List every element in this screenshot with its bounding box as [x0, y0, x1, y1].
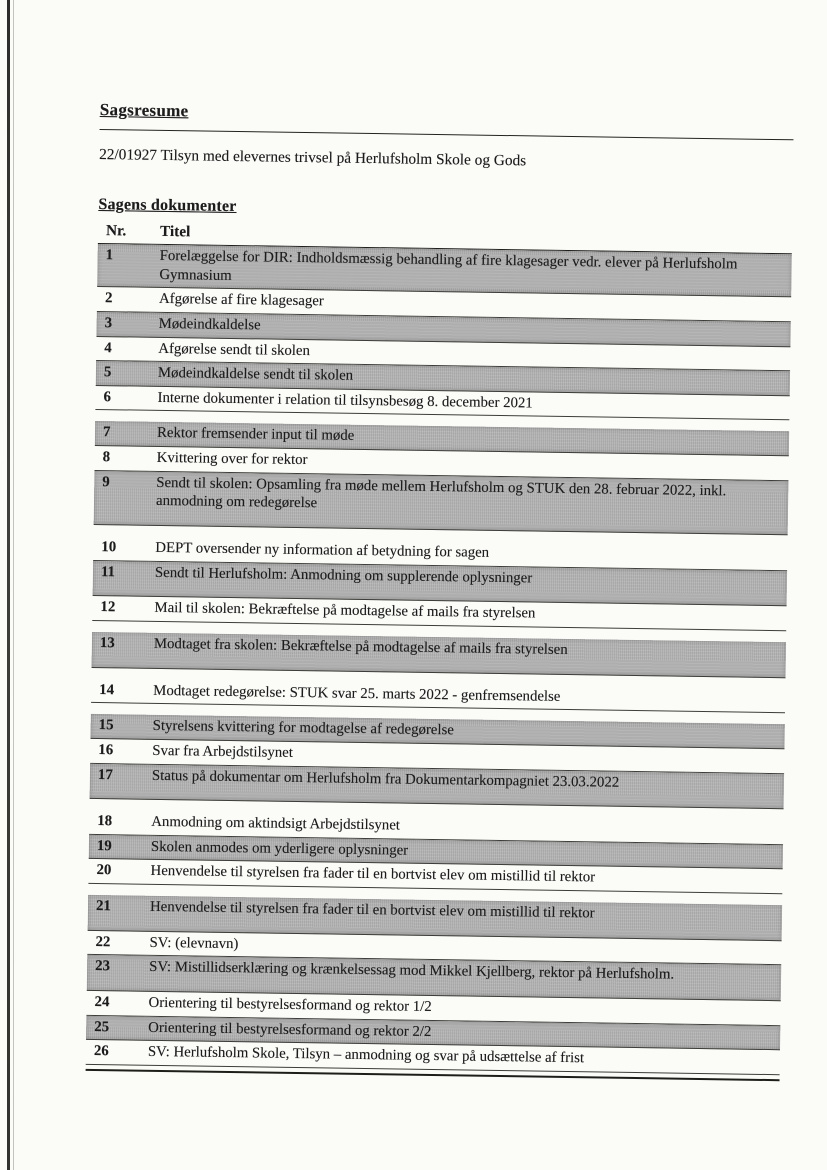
section-title: Sagens dokumenter	[98, 195, 237, 216]
row-title: Sendt til Herlufsholm: Anmodning om supplerende oplysninger	[154, 564, 533, 587]
row-number: 17	[97, 766, 113, 783]
row-number: 10	[101, 539, 117, 556]
row-title: Mail til skolen: Bekræftelse på modtagelse af mails fra styrelsen	[154, 600, 536, 622]
row-number: 16	[98, 741, 114, 759]
row-title: Sendt til skolen: Opsamling fra møde mellem Herlufsholm og STUK den 28. februar 2022, inkl. anmodning om redegørelse	[155, 474, 727, 512]
row-title: Henvendelse til styrelsen fra fader til en bortvist elev om mistillid til rektor	[150, 863, 596, 886]
case-reference: 22/01927 Tilsyn med elevernes trivsel på Herlufsholm Skole og Gods	[99, 145, 527, 170]
row-number: 3	[104, 315, 113, 332]
row-title: Status på dokumentar om Herlufsholm fra Dokumentarkompagniet 23.03.2022	[151, 767, 620, 791]
scan-edge-artifact	[7, 0, 10, 1170]
row-number: 12	[100, 599, 116, 616]
row-number: 15	[98, 717, 114, 734]
row-number: 20	[96, 862, 112, 879]
document-title: Sagsresume	[99, 100, 189, 121]
row-title: Modtaget fra skolen: Bekræftelse på modtagelse af mails fra styrelsen	[153, 635, 568, 658]
row-title: Modtaget redegørelse: STUK svar 25. marts 2022 - genfremsendelse	[153, 682, 561, 705]
row-title: Orientering til bestyrelsesformand og rektor 2/2	[148, 1019, 432, 1040]
row-title: Henvendelse til styrelsen fra fader til en bortvist elev om mistillid til rektor	[149, 898, 595, 922]
documents-table	[86, 221, 793, 1081]
table-body	[86, 244, 792, 1075]
row-title: Anmodning om aktindsigt Arbejdstilsynet	[151, 814, 401, 834]
row-number: 24	[94, 994, 110, 1011]
row-title: Forelæggelse for DIR: Indholdsmæssig behandling af fire klagesager vedr. elever på Herlufsholm Gymnasium	[159, 247, 738, 284]
row-title: Skolen anmodes om yderligere oplysninger	[150, 838, 409, 859]
row-title: Orientering til bestyrelsesformand og rektor 1/2	[148, 994, 432, 1016]
row-title: SV: (elevnavn)	[149, 934, 239, 952]
row-title: Svar fra Arbejdstilsynet	[152, 742, 294, 761]
horizontal-rule	[100, 129, 794, 140]
row-title: SV: Herlufsholm Skole, Tilsyn – anmodning og svar på udsættelse af frist	[147, 1044, 585, 1067]
row-number: 5	[103, 364, 112, 381]
row-title: Afgørelse af fire klagesager	[158, 291, 324, 310]
row-title: Kvittering over for rektor	[156, 450, 308, 469]
row-number: 14	[99, 681, 115, 698]
row-number: 7	[102, 424, 111, 441]
row-number: 23	[95, 958, 111, 975]
row-number: 26	[93, 1043, 109, 1060]
row-number: 19	[96, 837, 112, 855]
row-title: Mødeindkaldelse	[158, 315, 261, 334]
row-number: 13	[99, 635, 115, 652]
table-row	[91, 679, 785, 714]
row-number: 4	[104, 339, 112, 356]
scan-edge-artifact-light	[13, 0, 14, 1170]
row-title: DEPT oversender ny information af betydning for sagen	[155, 539, 490, 561]
row-title: Rektor fremsender input til møde	[156, 425, 355, 445]
row-title: Interne dokumenter i relation til tilsynsbesøg 8. december 2021	[157, 389, 533, 412]
row-number: 11	[100, 563, 116, 580]
row-title: Mødeindkaldelse sendt til skolen	[157, 365, 354, 384]
row-number: 9	[102, 473, 110, 490]
table-row	[92, 632, 786, 678]
col-header-nr: Nr.	[105, 222, 127, 240]
row-number: 25	[94, 1018, 110, 1035]
row-title: Afgørelse sendt til skolen	[158, 340, 311, 359]
row-title: Styrelsens kvittering for modtagelse af redegørelse	[152, 718, 454, 739]
scanned-page	[86, 100, 794, 1081]
row-number: 6	[103, 388, 112, 406]
row-title: SV: Mistillidserklæring og krænkelsessag mod Mikkel Kjellberg, rektor på Herlufsholm.	[149, 959, 675, 983]
row-number: 1	[105, 247, 114, 264]
table-row	[94, 471, 789, 536]
row-number: 22	[95, 933, 111, 950]
row-number: 2	[104, 290, 113, 307]
row-number: 18	[97, 813, 113, 830]
row-number: 8	[102, 449, 111, 466]
row-number: 21	[95, 898, 111, 915]
col-header-titel: Titel	[159, 222, 191, 241]
